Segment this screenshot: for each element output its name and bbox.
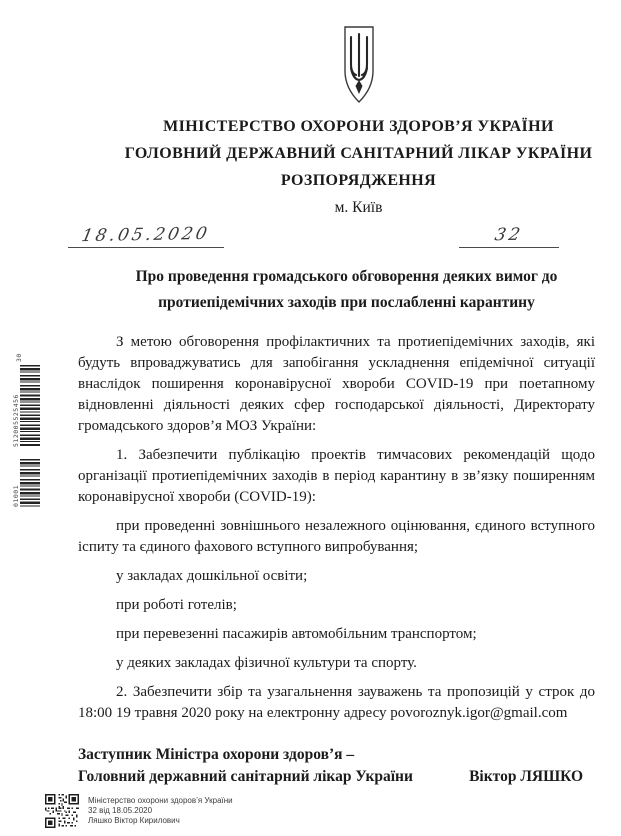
barcode-segment-main xyxy=(12,365,40,447)
signature-position-line1: Заступник Міністра охорони здоров’я – xyxy=(78,746,355,763)
stamp-line-number-date: 32 від 18.05.2020 xyxy=(88,806,153,815)
barcode-top-label: 30 xyxy=(15,353,23,362)
header-city: м. Київ xyxy=(334,199,383,216)
emblem-container xyxy=(100,24,617,110)
paragraph-preamble: З метою обговорення профілактичних та протиепідемічних заходів, які будуть впроваджуватись для запобігання ускладнення епідемічної ситуації внаслідок поширення коронавірусної хвороби COVID-19 при поетапному відновленні діяльності деяких сфер господарської діяльності, Директорату громадського здоров’я МОЗ України: xyxy=(78,334,595,434)
registration-barcode xyxy=(12,350,40,507)
barcode-main-number: 512005525456 xyxy=(12,394,20,447)
paragraph-sub-item: у деяких закладах фізичної культури та спорту. xyxy=(116,655,417,671)
paragraph-item-1: 1. Забезпечити публікацію проектів тимчасових рекомендацій щодо організації протиепідемічних заходів в період карантину в зв’язку поширенням коронавірусної хвороби (COVID-19): xyxy=(78,447,595,505)
electronic-stamp xyxy=(45,794,595,828)
date-line xyxy=(68,225,224,248)
date-handwritten: 18.05.2020 xyxy=(80,223,212,247)
signature-position xyxy=(78,744,413,788)
header-ministry: МІНІСТЕРСТВО ОХОРОНИ ЗДОРОВ’Я УКРАЇНИ xyxy=(163,118,554,135)
barcode-segment-bottom xyxy=(12,459,40,507)
number-line xyxy=(459,225,559,248)
paragraph-sub-item: при роботі готелів; xyxy=(116,597,237,613)
paragraph-sub-item: у закладах дошкільної освіти; xyxy=(116,568,308,584)
header-authority: ГОЛОВНИЙ ДЕРЖАВНИЙ САНІТАРНИЙ ЛІКАР УКРАЇНИ xyxy=(124,145,593,162)
signature-name: Віктор ЛЯШКО xyxy=(469,768,583,785)
tryzub-shield-icon xyxy=(336,24,382,110)
paragraph-item-2: 2. Забезпечити збір та узагальнення зауважень та пропозицій у строк до 18:00 19 травня 2020 року на електронну адресу povoroznyk.igor@gmail.com xyxy=(78,684,595,721)
date-number-row xyxy=(68,225,559,248)
signature-position-line2: Головний державний санітарний лікар України xyxy=(78,768,413,785)
document-header xyxy=(100,118,617,190)
doc-number-handwritten: 32 xyxy=(493,224,525,246)
paragraph-sub-item: при проведенні зовнішнього незалежного оцінювання, єдиного вступного іспиту та єдиного фахового вступного випробування; xyxy=(78,518,595,555)
barcode-bars-icon xyxy=(20,459,40,507)
stamp-line-signer: Ляшко Віктор Кирилович xyxy=(88,816,180,825)
stamp-text xyxy=(88,794,233,826)
barcode-bottom-number: 01001 xyxy=(12,484,20,507)
barcode-bars-icon xyxy=(20,365,40,447)
signature-block xyxy=(78,744,595,788)
header-doc-type: РОЗПОРЯДЖЕННЯ xyxy=(280,172,437,189)
paragraph-sub-item: при перевезенні пасажирів автомобільним транспортом; xyxy=(116,626,477,642)
document-title: Про проведення громадського обговорення деяких вимог до протиепідемічних заходів при послабленні карантину xyxy=(135,268,558,311)
qr-code-icon xyxy=(45,794,79,828)
stamp-line-ministry: Міністерство охорони здоров’я України xyxy=(88,796,233,805)
